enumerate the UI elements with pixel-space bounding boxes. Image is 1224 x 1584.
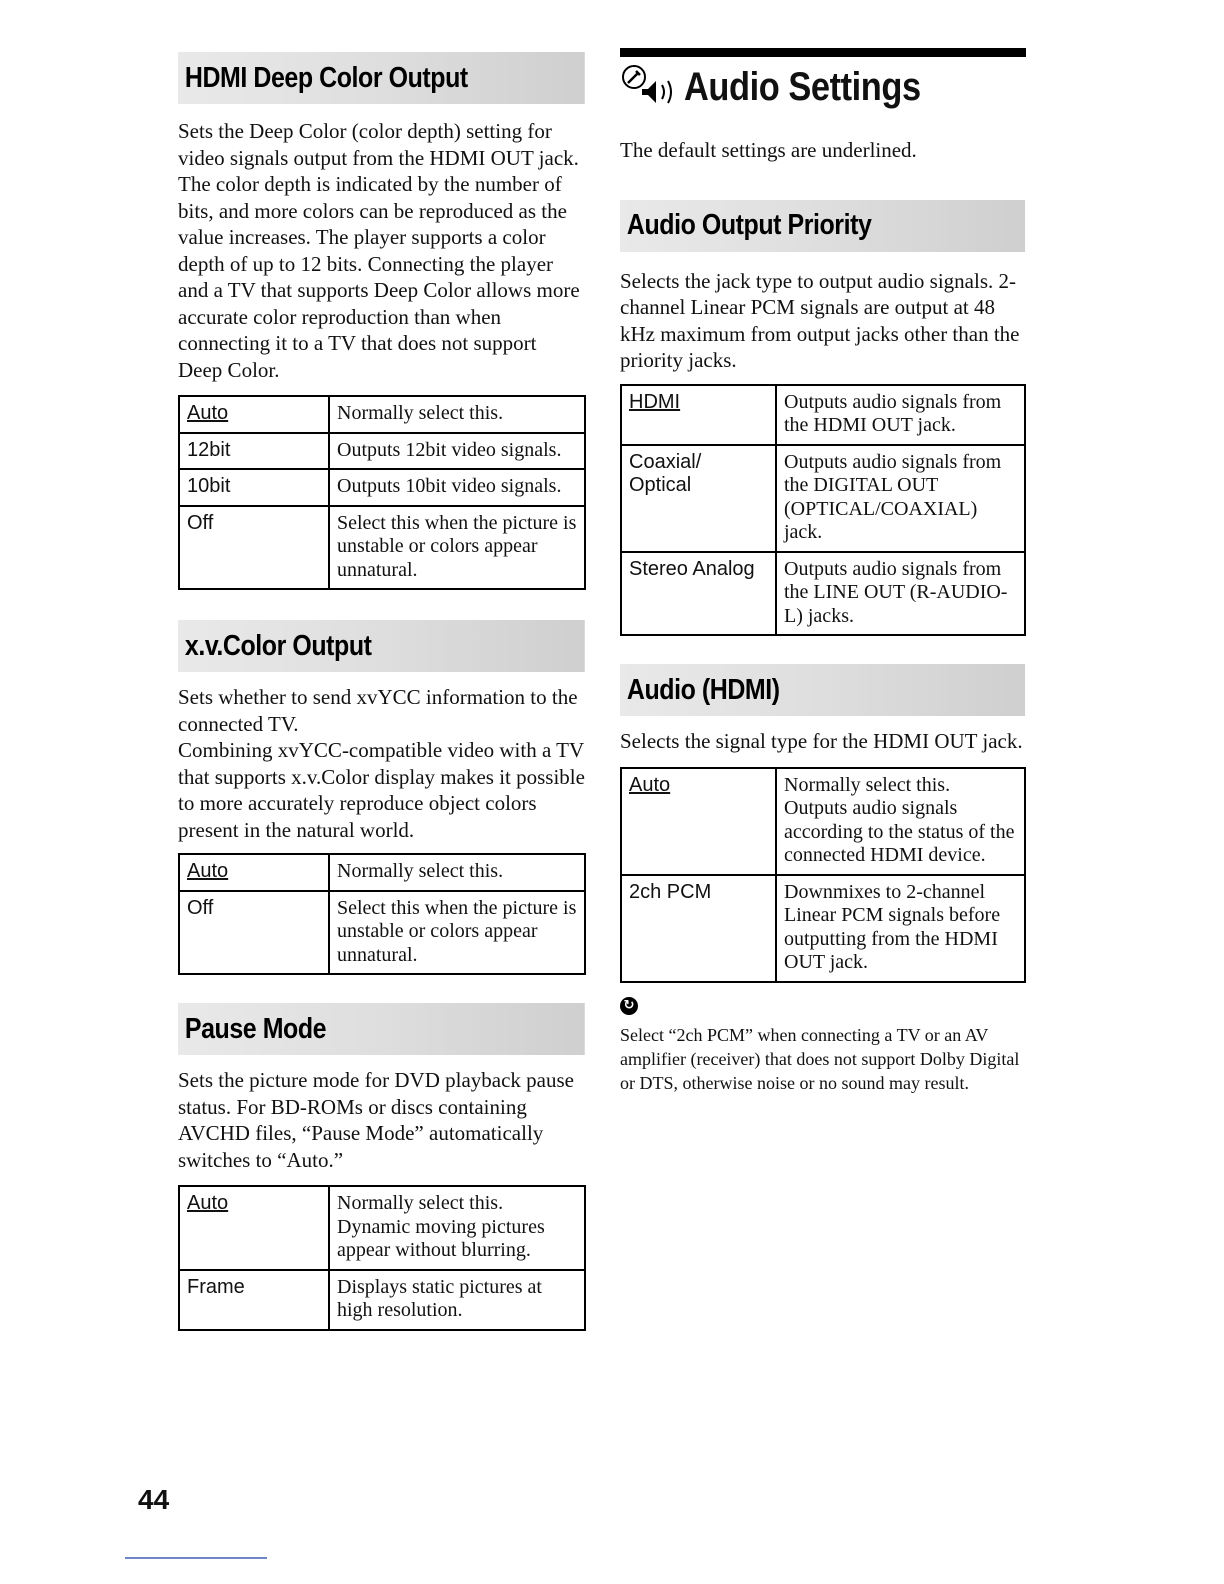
- table-row: [179, 506, 585, 590]
- xv-color-heading: x.v.Color Output: [178, 620, 585, 672]
- option-desc: Normally select this.: [329, 396, 585, 433]
- audio-settings-header: [620, 48, 1026, 111]
- footer-divider: [125, 1557, 267, 1559]
- table-row: [179, 1186, 585, 1270]
- option-key: 12bit: [179, 433, 329, 470]
- option-key: 10bit: [179, 469, 329, 506]
- option-desc: Outputs audio signals from the HDMI OUT jack.: [776, 385, 1025, 445]
- option-key: Stereo Analog: [621, 552, 776, 636]
- option-desc: Displays static pictures at high resolution.: [329, 1270, 585, 1330]
- xv-color-para1: Sets whether to send xvYCC information to the connected TV.: [178, 685, 578, 736]
- table-row: [621, 445, 1025, 552]
- table-row: [179, 891, 585, 975]
- option-desc: Normally select this. Dynamic moving pictures appear without blurring.: [329, 1186, 585, 1270]
- deep-color-table: [178, 395, 586, 590]
- table-row: [621, 768, 1025, 875]
- table-row: [179, 433, 585, 470]
- audio-hdmi-heading: Audio (HDMI): [620, 664, 1025, 716]
- audio-settings-intro: The default settings are underlined.: [620, 138, 917, 162]
- option-desc: Outputs 12bit video signals.: [329, 433, 585, 470]
- right-column: [620, 48, 1026, 1095]
- table-row: [621, 552, 1025, 636]
- option-key: Off: [179, 891, 329, 975]
- deep-color-para1: Sets the Deep Color (color depth) setting for video signals output from the HDMI OUT jack.: [178, 119, 579, 170]
- option-key: Auto: [179, 396, 329, 433]
- option-key: Auto: [621, 768, 776, 875]
- note-text: Select “2ch PCM” when connecting a TV or an AV amplifier (receiver) that does not support Dolby Digital or DTS, otherwise noise or no sound may result.: [620, 1024, 1020, 1093]
- table-row: [621, 385, 1025, 445]
- option-desc: Outputs audio signals from the LINE OUT (R-AUDIO-L) jacks.: [776, 552, 1025, 636]
- option-key: Coaxial/ Optical: [621, 445, 776, 552]
- option-desc: Normally select this.: [329, 854, 585, 891]
- note-icon: ↻: [620, 997, 638, 1015]
- xv-color-table: [178, 853, 586, 975]
- left-column: [178, 52, 586, 1331]
- speaker-wrench-icon: [620, 63, 684, 111]
- option-key: 2ch PCM: [621, 875, 776, 982]
- table-row: [621, 875, 1025, 982]
- option-key: Frame: [179, 1270, 329, 1330]
- xv-color-para2: Combining xvYCC-compatible video with a TV that supports x.v.Color display makes it possible to more accurately reproduce object colors present in the natural world.: [178, 738, 585, 842]
- option-desc: Outputs audio signals from the DIGITAL OUT (OPTICAL/COAXIAL) jack.: [776, 445, 1025, 552]
- option-desc: Normally select this. Outputs audio signals according to the status of the connected HDMI device.: [776, 768, 1025, 875]
- option-desc: Select this when the picture is unstable or colors appear unnatural.: [329, 506, 585, 590]
- option-key: Off: [179, 506, 329, 590]
- deep-color-heading: HDMI Deep Color Output: [178, 52, 585, 104]
- output-priority-table: [620, 384, 1026, 637]
- pause-mode-para1: Sets the picture mode for DVD playback pause status. For BD-ROMs or discs containing AVCHD files, “Pause Mode” automatically switches to “Auto.”: [178, 1068, 574, 1172]
- option-desc: Select this when the picture is unstable or colors appear unnatural.: [329, 891, 585, 975]
- audio-hdmi-para1: Selects the signal type for the HDMI OUT jack.: [620, 729, 1023, 753]
- option-key: HDMI: [621, 385, 776, 445]
- option-desc: Outputs 10bit video signals.: [329, 469, 585, 506]
- table-row: [179, 1270, 585, 1330]
- note-block: [620, 997, 1026, 1095]
- table-row: [179, 469, 585, 506]
- table-row: [179, 854, 585, 891]
- table-row: [179, 396, 585, 433]
- option-key: Auto: [179, 854, 329, 891]
- output-priority-heading: Audio Output Priority: [620, 200, 1025, 252]
- pause-mode-table: [178, 1185, 586, 1331]
- option-key: Auto: [179, 1186, 329, 1270]
- output-priority-para1: Selects the jack type to output audio signals. 2-channel Linear PCM signals are output at 48 kHz maximum from output jacks other than the priority jacks.: [620, 268, 1020, 372]
- audio-settings-title: Audio Settings: [684, 64, 921, 109]
- deep-color-para2: The color depth is indicated by the number of bits, and more colors can be reproduced as the value increases. The player supports a color depth of up to 12 bits. Connecting the player and a TV that supports Deep Color allows more accurate color reproduction than when connecting it to a TV that does not support Deep Color.: [178, 172, 580, 382]
- page-number: 44: [138, 1484, 170, 1515]
- audio-hdmi-table: [620, 767, 1026, 983]
- pause-mode-heading: Pause Mode: [178, 1003, 585, 1055]
- option-desc: Downmixes to 2-channel Linear PCM signals before outputting from the HDMI OUT jack.: [776, 875, 1025, 982]
